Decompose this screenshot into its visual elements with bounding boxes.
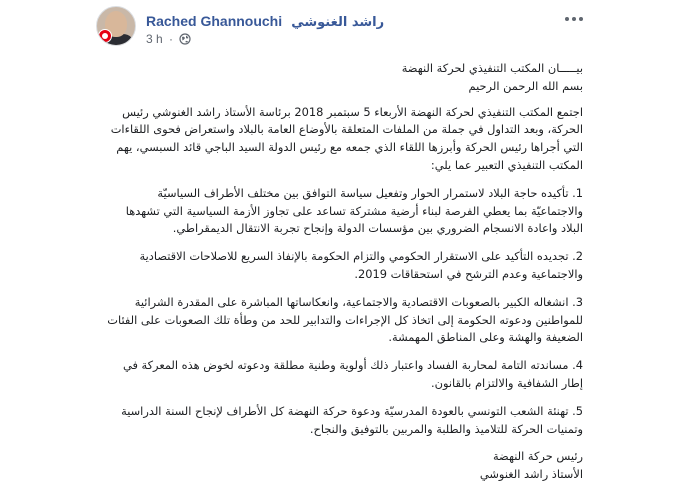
post-body xyxy=(105,60,583,484)
more-dot-2 xyxy=(572,17,576,21)
point-2: 2. تجديده التأكيد على الاستقرار الحكومي والتزام الحكومة بالإنفاذ السريع للاصلاحات الاقتصادية والاجتماعية وعدم الترشح في استحقاقات 2019. xyxy=(139,249,583,281)
point-4: 4. مساندته التامة لمحاربة الفساد واعتبار ذلك أولوية وطنية مطلقة ودعوته لخوض هذه المعركة في إطار الشفافية والالتزام بالقانون. xyxy=(122,358,583,390)
author-name-arabic[interactable]: راشد الغنوشي xyxy=(291,15,385,30)
basmala: بسم الله الرحمن الرحيم xyxy=(468,78,583,93)
signature-name: الأستاذ راشد الغنوشي xyxy=(479,467,583,482)
point-5: 5. تهنئة الشعب التونسي بالعودة المدرسيّة ودعوة حركة النهضة كل الأطراف لإنجاح السنة الدراسية وتمنيات الحركة للتلاميذ والطلبة والمربين بالتوفيق والنجاح. xyxy=(121,403,583,436)
tunisia-flag-icon xyxy=(98,29,112,43)
more-options-icon[interactable] xyxy=(563,12,585,26)
author-name-link[interactable]: Rached Ghannouchi xyxy=(146,13,283,29)
post-header xyxy=(96,6,596,54)
signature-title: رئيس حركة النهضة xyxy=(492,449,583,464)
point-3: 3. انشغاله الكبير بالصعوبات الاقتصادية والاجتماعية، وانعكاساتها المباشرة على المقدرة الشرائية للمواطنين ودعوته الحكومة إلى اتخاذ كل الإجراءات والتدابير للحد من وطأة تلك الصعوبات على الفئات الضعيفة والهشة وعلى المناطق المهمشة. xyxy=(107,294,583,345)
avatar[interactable] xyxy=(96,6,136,46)
point-1: 1. تأكيده حاجة البلاد لاستمرار الحوار وتفعيل سياسة التوافق بين مختلف الأطراف السياسيّة والاجتماعيّة بما يعطي الفرصة لبناء أرضية مشتركة تساعد على تجاوز الأزمة السياسية التي تشهدها البلاد واعادة الانسجام الضروري بين مؤسسات الدولة وإنجاح تجربة الانتقال الديمقراطي. xyxy=(125,185,583,236)
more-dot-3 xyxy=(579,17,583,21)
author-name-row xyxy=(146,11,384,30)
post-meta xyxy=(146,32,191,48)
more-dot-1 xyxy=(565,17,569,21)
meta-separator: · xyxy=(169,32,174,46)
intro-paragraph: اجتمع المكتب التنفيذي لحركة النهضة الأربعاء 5 سبتمبر 2018 برئاسة الأستاذ راشد الغنوشي رئيس الحركة، وبعد التداول في جملة من الملفات المتعلقة بالأوضاع العامة بالبلاد واستعراض فحوى اللقاءات التي أجراها رئيس الحركة وأبرزها اللقاء الذي جمعه مع رئيس الدولة السيد الباجي قائد السبسي، يهم المكتب التنفيذي التعبير عما يلي: xyxy=(110,104,583,172)
statement-heading: بيـــــان المكتب التنفيذي لحركة النهضة xyxy=(401,61,583,75)
globe-icon[interactable] xyxy=(179,33,191,48)
post-timestamp[interactable]: 3 h xyxy=(146,32,163,46)
